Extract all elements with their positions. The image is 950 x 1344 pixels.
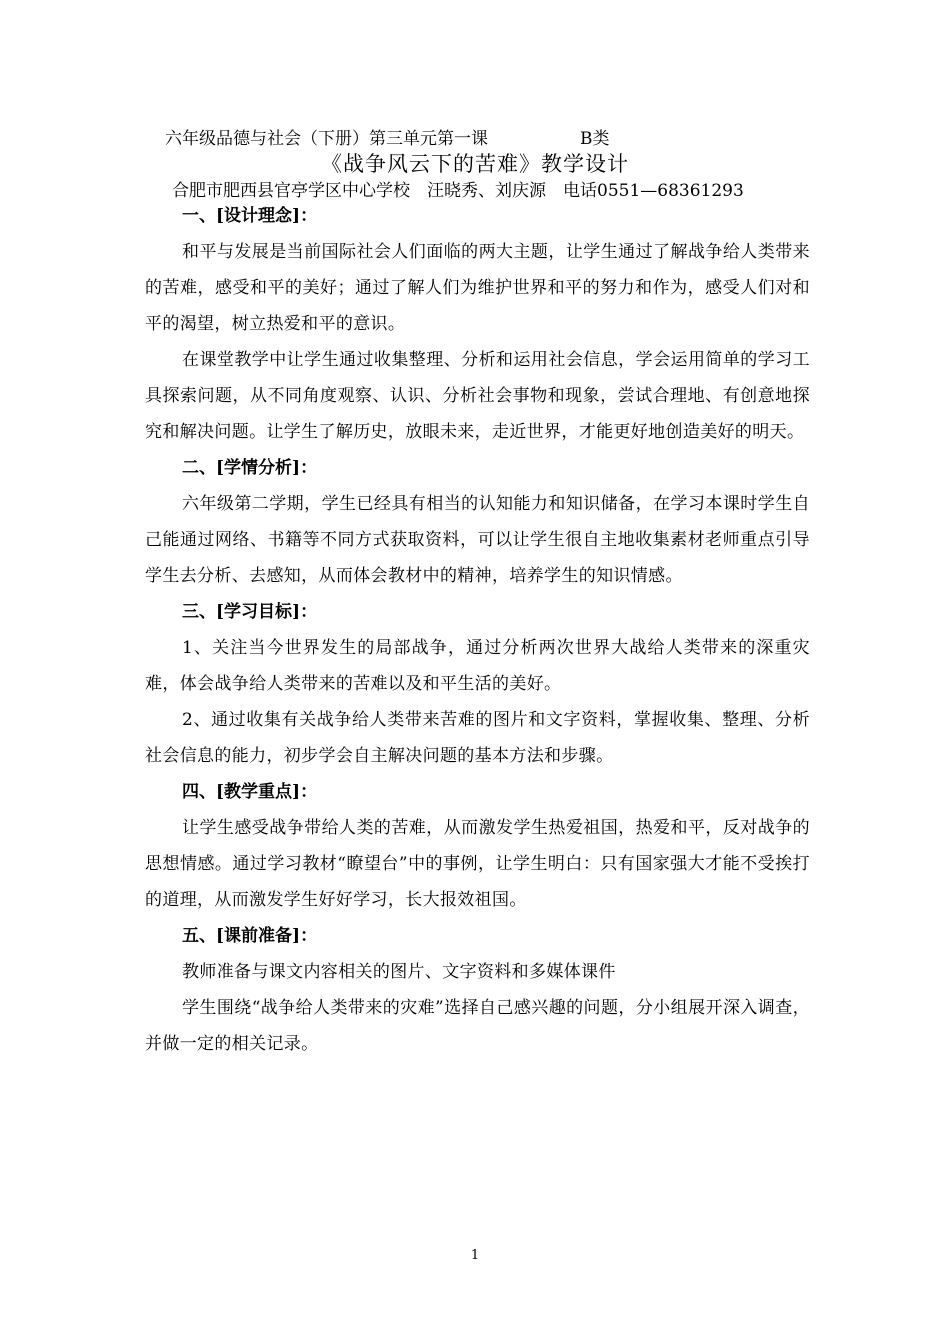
document-title: 《战争风云下的苦难》教学设计	[321, 152, 629, 176]
course-label: 六年级品德与社会（下册）第三单元第一课	[165, 129, 488, 149]
paragraph: 在课堂教学中让学生通过收集整理、分析和运用社会信息，学会运用简单的学习工具探索问题，从不同角度观察、认识、分析社会事物和现象，尝试合理地、有创意地探究和解决问题。让学生了解历史，放眼未来，走近世界，才能更好地创造美好的明天。	[145, 350, 810, 442]
paragraph: 教师准备与课文内容相关的图片、文字资料和多媒体课件	[182, 962, 616, 982]
paragraph: 六年级第二学期，学生已经具有相当的认知能力和知识储备，在学习本课时学生自己能通过网络、书籍等不同方式获取资料，可以让学生很自主地收集素材老师重点引导学生去分析、去感知，从而体会教材中的精神，培养学生的知识情感。	[145, 494, 810, 586]
page-number: 1	[470, 1248, 480, 1263]
paragraph: 和平与发展是当前国际社会人们面临的两大主题，让学生通过了解战争给人类带来的苦难，感受和平的美好；通过了解人们为维护世界和平的努力和作为，感受人们对和平的渴望，树立热爱和平的意识。	[145, 242, 810, 334]
section-heading-learning-goals: 三、[学习目标]：	[182, 602, 318, 622]
section-heading-design-concept: 一、[设计理念]：	[182, 206, 318, 226]
paragraph: 让学生感受战争带给人类的苦难，从而激发学生热爱祖国，热爱和平，反对战争的思想情感。通过学习教材“瞭望台”中的事例，让学生明白：只有国家强大才能不受挨打的道理，从而激发学生好好学习，长大报效祖国。	[145, 818, 810, 910]
paragraph: 学生围绕“战争给人类带来的灾难”选择自己感兴趣的问题，分小组展开深入调查，并做一定的相关记录。	[145, 998, 810, 1054]
section-heading-student-analysis: 二、[学情分析]：	[182, 458, 318, 478]
course-header	[165, 124, 610, 149]
author-line: 合肥市肥西县官亭学区中心学校 汪晓秀、刘庆源 电话0551—68361293	[172, 181, 744, 201]
paragraph: 2、通过收集有关战争给人类带来苦难的图片和文字资料，掌握收集、整理、分析社会信息的能力，初步学会自主解决问题的基本方法和步骤。	[145, 710, 810, 766]
document-body	[145, 198, 810, 1062]
paragraph: 1、关注当今世界发生的局部战争，通过分析两次世界大战给人类带来的深重灾难，体会战争给人类带来的苦难以及和平生活的美好。	[145, 638, 810, 694]
section-heading-preparation: 五、[课前准备]：	[182, 926, 318, 946]
category-label: B类	[580, 129, 610, 149]
section-heading-teaching-focus: 四、[教学重点]：	[182, 782, 318, 802]
